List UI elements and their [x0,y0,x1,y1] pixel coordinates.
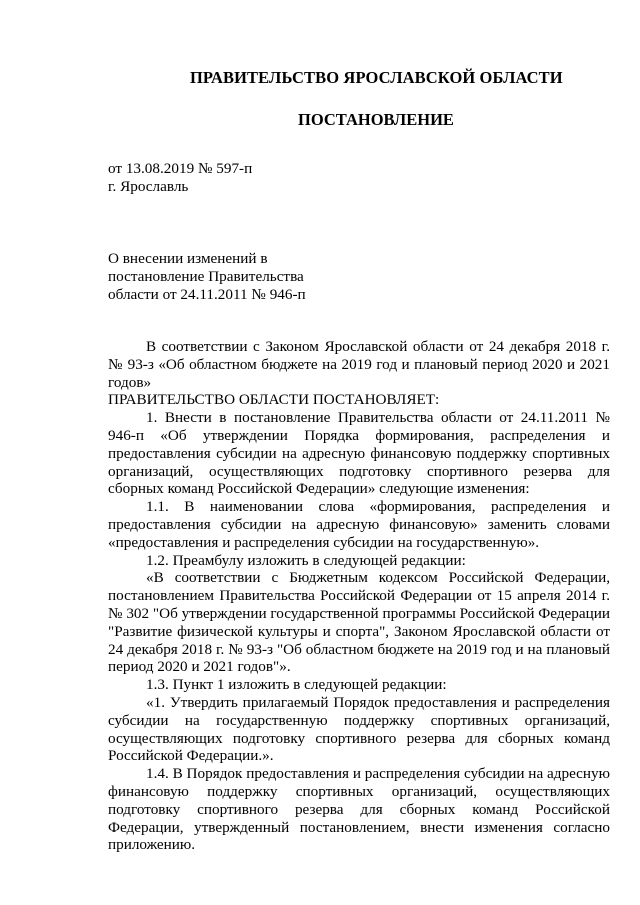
paragraph-1-3-text: «1. Утвердить прилагаемый Порядок предоставления и распределения субсидии на государственную поддержку спортивных организаций, осуществляющих подготовку спортивного резерва для сборных команд Российской Федерации.». [108,693,610,765]
paragraph-1-1: 1.1. В наименовании слова «формирования, распределения и предоставления субсидии на адресную финансовую» заменить словами «предоставления и распределения субсидии на государственную». [108,498,610,551]
paragraph-1-2: 1.2. Преамбулу изложить в следующей редакции: [146,551,466,569]
date-number: от 13.08.2019 № 597-п [108,160,253,177]
subject-line-2: постановление Правительства [108,268,304,285]
paragraph-1-4: 1.4. В Порядок предоставления и распределения субсидии на адресную финансовую поддержку спортивных организаций, осуществляющих подготовку спортивного резерва для сборных команд Российской Федерации, утвержденный постановлением, внести изменения согласно приложению. [108,765,610,854]
subject-line-1: О внесении изменений в [108,250,268,267]
subject-line-3: области от 24.11.2011 № 946-п [108,286,306,303]
city: г. Ярославль [108,178,189,195]
document-body [108,338,610,854]
paragraph-1-3: 1.3. Пункт 1 изложить в следующей редакции: [146,676,447,694]
resolves-line: ПРАВИТЕЛЬСТВО ОБЛАСТИ ПОСТАНОВЛЯЕТ: [108,391,440,409]
government-title: ПРАВИТЕЛЬСТВО ЯРОСЛАВСКОЙ ОБЛАСТИ [190,68,563,87]
paragraph-1: 1. Внести в постановление Правительства области от 24.11.2011 № 946-п «Об утверждении Порядка формирования, распределения и предоставления субсидии на адресную финансовую поддержку спортивных организаций, осуществляющих подготовку спортивного резерва для сборных команд Российской Федерации» следующие изменения: [108,409,610,498]
document-type: ПОСТАНОВЛЕНИЕ [298,110,454,129]
paragraph-1-2-text: «В соответствии с Бюджетным кодексом Российской Федерации, постановлением Правительства Российской Федерации от 15 апреля 2014 г. № 302 "Об утверждении государственной программы Российской Федерации "Развитие физической культуры и спорта", Законом Ярославской области от 24 декабря 2018 г. № 93-з "Об областном бюджете на 2019 год и на плановый период 2020 и 2021 годов"». [108,569,610,676]
preamble-paragraph: В соответствии с Законом Ярославской области от 24 декабря 2018 г. № 93-з «Об областном бюджете на 2019 год и плановый период 2020 и 2021 годов» [108,338,610,391]
